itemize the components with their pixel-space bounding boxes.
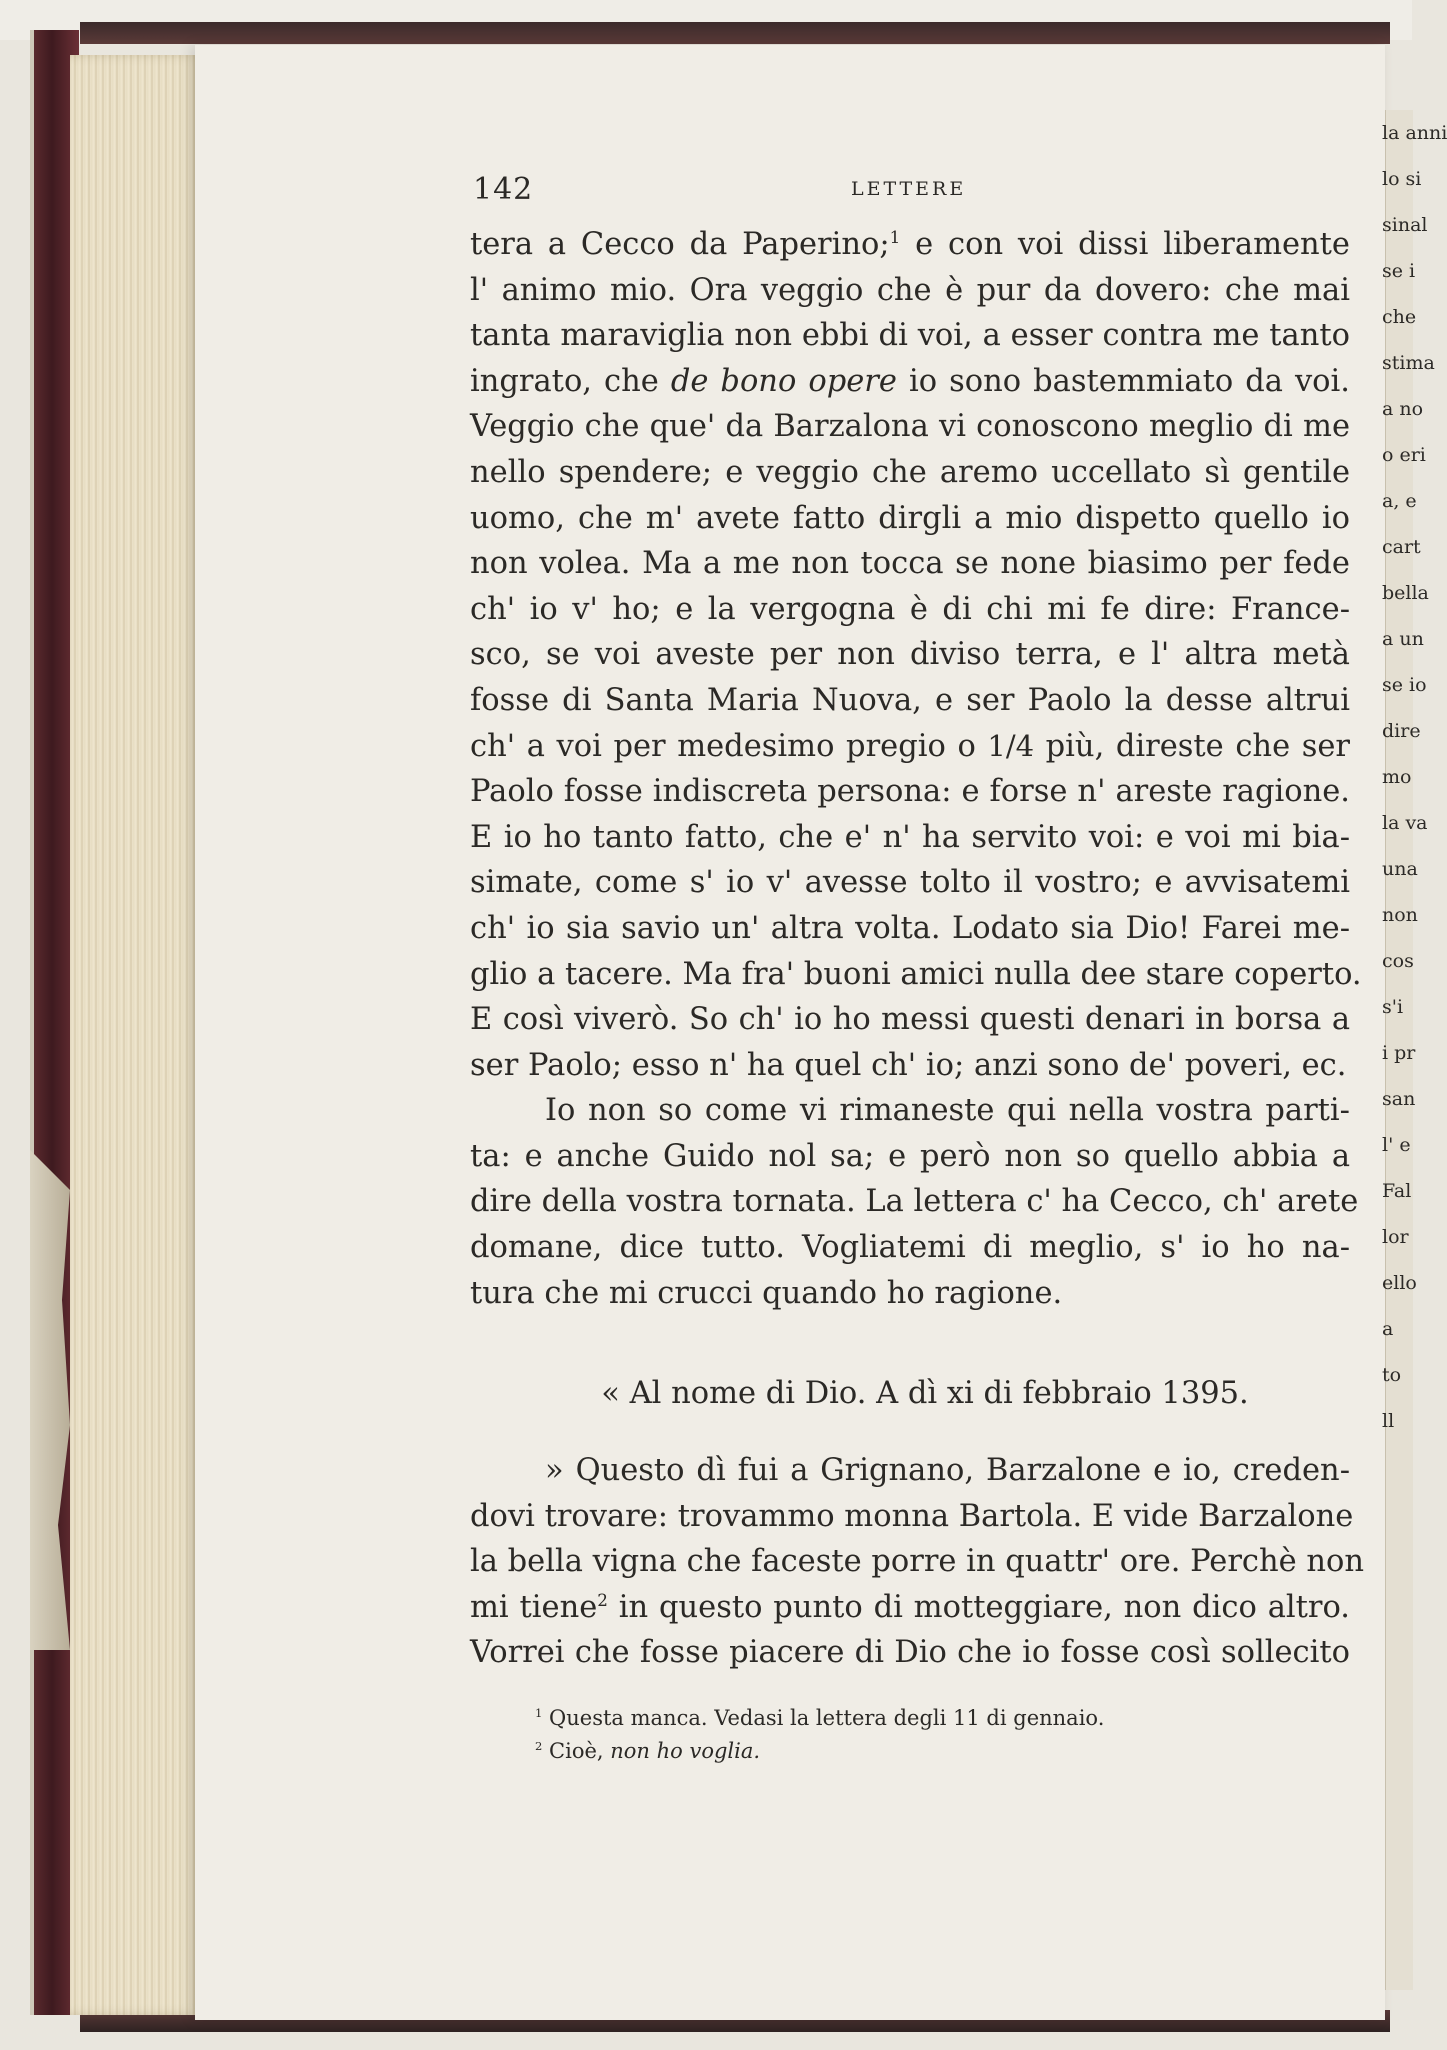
text-run: uomo, che m' avete fatto dirgli a mio dispetto quello io bbox=[470, 500, 1350, 536]
text-line bbox=[470, 952, 1362, 998]
text-line bbox=[470, 724, 1350, 770]
page-edges bbox=[70, 55, 200, 2015]
text-run: tera a Cecco da Paperino; bbox=[470, 227, 890, 262]
text-run: Paolo fosse indiscreta persona: e forse n' areste ragione. bbox=[470, 774, 1350, 810]
text-line bbox=[470, 1134, 1350, 1180]
text-run: dire della vostra tornata. La lettera c' ha Cecco, ch' arete bbox=[470, 1184, 1359, 1220]
text-line bbox=[470, 268, 1350, 314]
facing-page-text: cos bbox=[1382, 950, 1414, 972]
facing-page-text: lo si bbox=[1382, 168, 1422, 190]
facing-page-text: o eri bbox=[1382, 444, 1426, 466]
text-run: nello spendere; e veggio che aremo uccellato sì gentile bbox=[470, 454, 1350, 490]
text-line bbox=[470, 1448, 1350, 1494]
text-run: tanta maraviglia non ebbi di voi, a esser contra me tanto bbox=[470, 318, 1350, 354]
text-line bbox=[470, 769, 1350, 815]
facing-page-text: se io bbox=[1382, 674, 1427, 696]
text-run: ser Paolo; esso n' ha quel ch' io; anzi sono de' poveri, ec. bbox=[470, 1047, 1347, 1083]
footnotes bbox=[535, 1702, 1355, 1768]
text-run: in questo punto di motteggiare, non dico altro. bbox=[607, 1589, 1350, 1625]
facing-page-text: to bbox=[1382, 1364, 1402, 1386]
facing-page-text: mo bbox=[1382, 766, 1412, 788]
facing-page-text: a, e bbox=[1382, 490, 1417, 512]
facing-page-text: la va bbox=[1382, 812, 1428, 834]
text-run: simate, come s' io v' avesse tolto il vostro; e avvisatemi bbox=[470, 865, 1350, 901]
text-line bbox=[470, 632, 1350, 678]
facing-page-text: ll bbox=[1382, 1410, 1395, 1432]
text-line bbox=[470, 1043, 1350, 1089]
footnote-number: 1 bbox=[535, 1706, 543, 1720]
facing-page-text: a un bbox=[1382, 628, 1424, 650]
text-run: mi tiene bbox=[470, 1589, 598, 1625]
text-run: Io non so come vi rimaneste qui nella vostra parti- bbox=[545, 1093, 1350, 1129]
facing-page-text: a bbox=[1382, 1318, 1394, 1340]
footnote-mark: 2 bbox=[597, 1589, 608, 1610]
facing-page-text: una bbox=[1382, 858, 1418, 880]
text-run: e con voi dissi liberamente bbox=[900, 227, 1350, 262]
footnote bbox=[535, 1702, 1355, 1735]
letter-body-continued bbox=[470, 1448, 1365, 1676]
facing-page-text: non bbox=[1382, 904, 1418, 926]
running-head: LETTERE bbox=[851, 178, 967, 200]
text-line bbox=[470, 1630, 1350, 1676]
text-run: fosse di Santa Maria Nuova, e ser Paolo la desse altrui bbox=[470, 682, 1350, 718]
footnote bbox=[535, 1735, 1355, 1768]
text-line bbox=[470, 997, 1350, 1043]
page-header bbox=[473, 172, 1353, 212]
facing-page-text: i pr bbox=[1382, 1042, 1416, 1064]
facing-page-text: se i bbox=[1382, 260, 1416, 282]
text-run: sco, se voi aveste per non diviso terra, e l' altra metà bbox=[470, 637, 1350, 673]
book-cover-top-edge bbox=[80, 22, 1390, 44]
facing-page-text: cart bbox=[1382, 536, 1421, 558]
text-run: io sono bastemmiato da voi. bbox=[896, 363, 1350, 399]
text-line bbox=[470, 1539, 1365, 1585]
text-run: ch' io sia savio un' altra volta. Lodato sia Dio! Farei me- bbox=[470, 910, 1350, 946]
facing-page-text: la anni bbox=[1382, 122, 1447, 144]
text-run: più, direste che ser bbox=[1034, 728, 1350, 764]
text-run: Vorrei che fosse piacere di Dio che io fosse così sollecito bbox=[470, 1635, 1350, 1671]
text-line bbox=[470, 1585, 1350, 1631]
footnote-text: Cioè, bbox=[549, 1739, 611, 1763]
text-run: tura che mi crucci quando ho ragione. bbox=[470, 1275, 1063, 1311]
text-line bbox=[470, 1271, 1350, 1317]
facing-page-text: dire bbox=[1382, 720, 1421, 742]
text-line bbox=[470, 587, 1350, 633]
facing-page-text: l' e bbox=[1382, 1134, 1411, 1156]
text-run: E io ho tanto fatto, che e' n' ha servito voi: e voi mi bia- bbox=[470, 819, 1350, 855]
text-line bbox=[470, 359, 1350, 405]
footnote-number: 2 bbox=[535, 1739, 543, 1753]
facing-page-text: stima bbox=[1382, 352, 1435, 374]
facing-page-fragment bbox=[1382, 110, 1447, 1990]
text-line bbox=[470, 541, 1350, 587]
facing-page-text: ello bbox=[1382, 1272, 1417, 1294]
text-run: » Questo dì fui a Grignano, Barzalone e io, creden- bbox=[545, 1453, 1350, 1488]
text-run: glio a tacere. Ma fra' buoni amici nulla dee stare coperto. bbox=[470, 956, 1362, 992]
text-run: domane, dice tutto. Vogliatemi di meglio, s' io ho na- bbox=[470, 1230, 1350, 1266]
text-line bbox=[470, 678, 1350, 724]
facing-page-text: Fal bbox=[1382, 1180, 1412, 1202]
letter-body bbox=[470, 222, 1362, 1316]
facing-page-text: s'i bbox=[1382, 996, 1404, 1018]
text-line bbox=[470, 404, 1350, 450]
text-line bbox=[470, 1225, 1350, 1271]
text-line bbox=[470, 1088, 1350, 1134]
text-line bbox=[470, 906, 1350, 952]
facing-page-text: lor bbox=[1382, 1226, 1409, 1248]
facing-page-text: sinal bbox=[1382, 214, 1428, 236]
footnote-italic: non ho voglia. bbox=[610, 1739, 761, 1763]
italic-phrase: de bono opere bbox=[670, 363, 897, 399]
text-run: dovi trovare: trovammo monna Bartola. E vide Barzalone bbox=[470, 1498, 1354, 1534]
text-line bbox=[470, 496, 1350, 542]
text-line bbox=[470, 222, 1350, 268]
facing-page-text: san bbox=[1382, 1088, 1416, 1110]
text-line bbox=[470, 1179, 1359, 1225]
text-line bbox=[470, 313, 1350, 359]
text-line bbox=[470, 1494, 1354, 1540]
page-number: 142 bbox=[473, 172, 534, 207]
text-run: ch' a voi per medesimo pregio o bbox=[470, 728, 988, 764]
text-run: la bella vigna che faceste porre in quattr' ore. Perchè non bbox=[470, 1544, 1365, 1580]
text-run: l' animo mio. Ora veggio che è pur da dovero: che mai bbox=[470, 272, 1350, 308]
facing-page-text: a no bbox=[1382, 398, 1424, 420]
text-run: ch' io v' ho; e la vergogna è di chi mi fe dire: France- bbox=[470, 591, 1350, 627]
fraction: 1/4 bbox=[987, 728, 1035, 763]
footnote-text: Questa manca. Vedasi la lettera degli 11 di gennaio. bbox=[549, 1706, 1105, 1730]
footnote-mark: 1 bbox=[889, 226, 901, 247]
text-run: Veggio che que' da Barzalona vi conoscono meglio di me bbox=[470, 409, 1350, 445]
text-line bbox=[470, 860, 1350, 906]
text-run: ingrato, che bbox=[470, 363, 671, 399]
letter-date-line: « Al nome di Dio. A dì xi di febbraio 1395. bbox=[601, 1376, 1249, 1411]
facing-page-text: bella bbox=[1382, 582, 1429, 604]
text-run: non volea. Ma a me non tocca se none biasimo per fede bbox=[470, 546, 1350, 582]
text-run: ta: e anche Guido nol sa; e però non so quello abbia a bbox=[470, 1138, 1350, 1174]
text-run: E così viverò. So ch' io ho messi questi denari in borsa a bbox=[470, 1002, 1350, 1038]
text-line bbox=[470, 450, 1350, 496]
facing-page-text: che bbox=[1382, 306, 1417, 328]
text-line bbox=[470, 815, 1350, 861]
